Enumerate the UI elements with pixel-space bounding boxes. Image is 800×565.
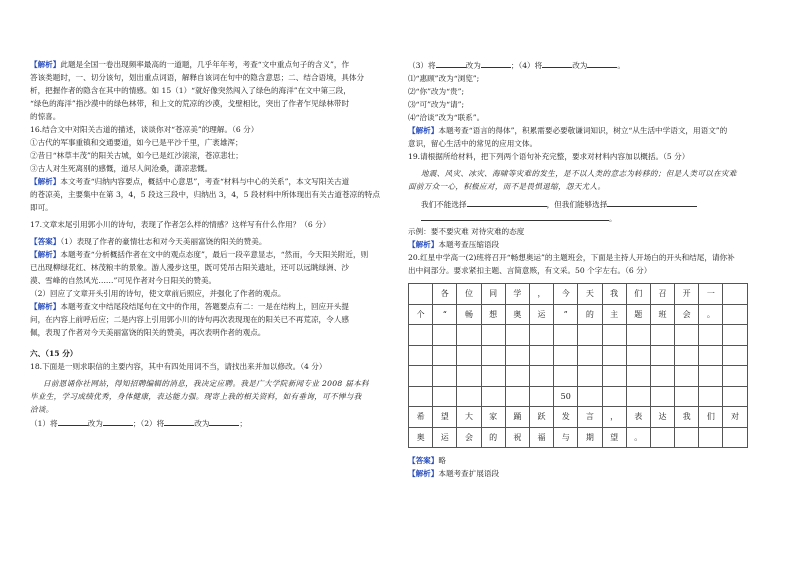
grid-row (409, 407, 748, 428)
grid-cell: 表 (626, 407, 650, 428)
grid-cell[interactable] (723, 325, 747, 346)
grid-cell (409, 284, 433, 305)
grid-row (409, 386, 748, 407)
grid-cell: 会 (675, 304, 699, 325)
q16-item: ①古代的军事重镇和交通要道，如今已是平沙千里，广袤雄浑； (30, 138, 243, 147)
grid-cell: 与 (554, 427, 578, 448)
grid-cell[interactable] (602, 325, 626, 346)
q19-example: 示例：要不要灾难 对待灾难的态度 (408, 227, 525, 236)
answer-label: 【答案】 (408, 456, 439, 465)
grid-cell[interactable] (529, 366, 553, 387)
answer-blank[interactable] (164, 416, 194, 426)
grid-cell[interactable] (578, 386, 602, 407)
q19-sentence: 我们不能选择 ，但我们能够选择 (408, 197, 770, 211)
grid-cell: 学 (505, 284, 529, 305)
grid-cell[interactable] (650, 366, 674, 387)
grid-cell (723, 427, 747, 448)
q17-point-2: （2）回应了文章开头引用的诗句，使文章前后照应，并强化了作者的观点。 (30, 289, 286, 298)
grid-cell: 大 (457, 407, 481, 428)
q17-answer: 【答案】（1）表现了作者的豪情壮志和对今天美丽富饶的阳关的赞美。 (30, 237, 267, 246)
grid-cell[interactable] (626, 386, 650, 407)
answer-blank[interactable] (103, 416, 133, 426)
answer-label: 【答案】 (30, 237, 61, 246)
grid-cell[interactable] (529, 345, 553, 366)
grid-cell[interactable] (554, 366, 578, 387)
q16-explanation: 【解析】本文考查“归纳内容要点，概括中心意思”，考查“材料与中心的关系”，本文写阳关古道 的苍凉美，主要集中在第 3，4，5 段这三段中，归纳出 3，4，5 段材料中所体现出有关古道苍凉的特点 即可。 (30, 177, 380, 212)
answer-line[interactable] (467, 197, 547, 207)
grid-cell: 运 (433, 427, 457, 448)
grid-cell: 个 (409, 304, 433, 325)
grid-cell: 畅 (457, 304, 481, 325)
q18-passage: 日前恩诵你社网站，得知招聘编辑的消息，我决定应聘。我是广大学院新闻专业 2008 届本科 毕业生，学习成绩优秀，身体健康，表达能力强。现寄上我的相关资料，如有垂询，可不惮与我 洽谈。 (30, 379, 369, 414)
grid-cell: 。 (626, 427, 650, 448)
grid-cell: 主 (602, 304, 626, 325)
grid-row (409, 345, 748, 366)
fix-item: ⑷“洽谈”改为“联系”。 (408, 113, 485, 122)
grid-cell: 家 (481, 407, 505, 428)
fix-item: ⑵“你”改为“贵”; (408, 87, 465, 96)
grid-cell: 达 (650, 407, 674, 428)
grid-cell[interactable] (699, 366, 723, 387)
answer-line[interactable] (421, 211, 609, 221)
grid-cell[interactable] (433, 366, 457, 387)
explain-label: 【解析】 (30, 250, 61, 259)
grid-cell: “ (433, 304, 457, 325)
answer-blank[interactable] (209, 416, 239, 426)
grid-cell[interactable] (675, 386, 699, 407)
grid-cell[interactable] (602, 345, 626, 366)
grid-cell: 的 (578, 304, 602, 325)
grid-cell[interactable] (457, 366, 481, 387)
grid-cell[interactable] (457, 386, 481, 407)
grid-cell: 位 (457, 284, 481, 305)
grid-row (409, 284, 748, 305)
grid-cell: 期 (578, 427, 602, 448)
grid-cell[interactable] (602, 366, 626, 387)
q18-fill-blanks-3-4: （3）将 改为 ；（4）将 改为 。 (408, 58, 770, 72)
explain-label: 【解析】 (408, 126, 439, 135)
grid-cell[interactable] (409, 325, 433, 346)
answer-blank[interactable] (58, 416, 88, 426)
grid-cell: 奥 (409, 427, 433, 448)
q20-answer: 【答案】略 (408, 456, 446, 465)
grid-cell: 同 (481, 284, 505, 305)
grid-cell[interactable] (675, 366, 699, 387)
writing-grid (408, 283, 748, 448)
grid-row (409, 366, 748, 387)
grid-cell[interactable] (505, 345, 529, 366)
grid-cell: 各 (433, 284, 457, 305)
grid-cell (699, 427, 723, 448)
grid-cell[interactable] (409, 345, 433, 366)
grid-cell[interactable] (578, 345, 602, 366)
grid-cell[interactable] (699, 345, 723, 366)
grid-row (409, 304, 748, 325)
grid-cell: 班 (650, 304, 674, 325)
grid-cell: ， (529, 284, 553, 305)
section-6-heading: 六、（15 分） (30, 349, 78, 358)
grid-cell[interactable] (650, 325, 674, 346)
grid-cell: 运 (529, 304, 553, 325)
grid-cell: 福 (529, 427, 553, 448)
grid-cell: 开 (675, 284, 699, 305)
grid-cell: 们 (626, 284, 650, 305)
grid-cell: 对 (723, 407, 747, 428)
grid-cell: 发 (554, 407, 578, 428)
grid-cell[interactable] (481, 366, 505, 387)
explain-label: 【解析】 (30, 302, 61, 311)
answer-line[interactable] (607, 197, 697, 207)
grid-cell: 跃 (529, 407, 553, 428)
grid-cell: 今 (554, 284, 578, 305)
answer-blank[interactable] (587, 58, 617, 68)
grid-cell[interactable] (602, 386, 626, 407)
grid-cell: 会 (457, 427, 481, 448)
grid-cell[interactable] (409, 386, 433, 407)
grid-cell[interactable] (650, 386, 674, 407)
grid-cell[interactable] (723, 366, 747, 387)
grid-cell[interactable] (723, 386, 747, 407)
grid-cell: 的 (481, 427, 505, 448)
explain-label: 【解析】 (408, 469, 439, 478)
grid-cell[interactable] (481, 345, 505, 366)
grid-row (409, 325, 748, 346)
explain-label: 【解析】 (30, 177, 61, 186)
grid-cell[interactable] (675, 345, 699, 366)
grid-cell[interactable] (457, 345, 481, 366)
grid-cell[interactable] (481, 325, 505, 346)
grid-cell[interactable] (626, 325, 650, 346)
grid-cell[interactable] (650, 345, 674, 366)
grid-cell (650, 427, 674, 448)
grid-cell (675, 427, 699, 448)
grid-cell: 希 (409, 407, 433, 428)
grid-cell: 召 (650, 284, 674, 305)
grid-cell: 天 (578, 284, 602, 305)
grid-cell[interactable] (675, 325, 699, 346)
explain-label: 【解析】 (408, 240, 439, 249)
q18-fill-blanks-1-2: （1）将 改为 ；（2）将 改为 ； (30, 416, 388, 430)
grid-cell[interactable] (554, 345, 578, 366)
q16-stem: 16.结合文中对阳关古道的描述，谈谈你对“苍凉美”的理解。（6 分） (30, 125, 259, 134)
grid-cell: 一 (699, 284, 723, 305)
grid-cell: ” (554, 304, 578, 325)
grid-cell: 望 (433, 407, 457, 428)
answer-blank[interactable] (542, 58, 572, 68)
grid-cell[interactable] (505, 325, 529, 346)
q17-stem: 17.文章末尾引用郭小川的诗句，表现了作者怎么样的情感？这样写有什么作用？（6 分） (30, 220, 331, 229)
word-count-mark: 50 (554, 386, 578, 407)
grid-cell: 我 (602, 284, 626, 305)
grid-cell: 题 (626, 304, 650, 325)
q16-item: ③古人对生死离别的感慨，道尽人间沧桑，潇凉悲慨。 (30, 164, 213, 173)
grid-cell[interactable] (409, 366, 433, 387)
grid-cell[interactable] (529, 386, 553, 407)
q19-explanation: 【解析】本题考查压缩语段 (408, 240, 500, 249)
grid-cell[interactable] (578, 366, 602, 387)
q17-explanation-2: 【解析】本题考查文中结尾段结尾句在文中的作用，答题要点有二：一是在结构上，回应开头提 问，在内容上前呼后应；二是内容上引用郭小川的诗句再次表现现在的阳关已不再荒凉，令人感 佩，表现了作者对今天美丽富饶的阳关的赞美，再次表明作者的观点。 (30, 302, 349, 337)
grid-cell: 。 (699, 304, 723, 325)
grid-cell: 们 (699, 407, 723, 428)
q19-sentence-cont: 。 (408, 211, 770, 225)
grid-cell[interactable] (626, 366, 650, 387)
grid-row (409, 427, 748, 448)
q15-explanation: 【解析】此题是全国一卷出现频率最高的一道题，几乎年年考，考查“文中重点句子的含义”，作 答该类题时，一、切分该句，划出重点词语，解释自该词在句中的隐含意思；二、结合语境，具体分 析，把握作者的隐含在其中的情感。如 15（1）“就好像突然闯入了绿色的海洋”在文中第三段， “绿色的海洋”指沙漠中的绿色林带，和上文的荒凉的沙漠，戈壁相比，突出了作者乍见绿林带时 的惊喜。 (30, 60, 365, 121)
grid-cell[interactable] (626, 345, 650, 366)
grid-cell[interactable] (481, 386, 505, 407)
q19-material: 地震、风灾、冰灾、海啸等灾难的发生，是不以人类的意志为转移的；但是人类可以在灾难 面前万众一心，积极应对，而不是畏惧退缩，怨天尤人。 (408, 169, 737, 191)
grid-cell[interactable] (433, 325, 457, 346)
grid-cell[interactable] (554, 325, 578, 346)
grid-cell[interactable] (578, 325, 602, 346)
q18-stem: 18.下面是一则求职信的主要内容，其中有四处用词不当，请找出来并加以修改。（4 分） (30, 362, 327, 371)
grid-cell: 想 (481, 304, 505, 325)
grid-cell: 踊 (505, 407, 529, 428)
grid-cell: 望 (602, 427, 626, 448)
fix-item: ⑴“惠顾”改为“浏览”; (408, 74, 480, 83)
left-column (30, 58, 388, 430)
grid-cell: 我 (675, 407, 699, 428)
grid-cell[interactable] (723, 345, 747, 366)
right-column (408, 58, 770, 480)
grid-cell: 祝 (505, 427, 529, 448)
grid-cell[interactable] (505, 386, 529, 407)
grid-cell[interactable] (529, 325, 553, 346)
answer-blank[interactable] (481, 58, 511, 68)
q20-stem: 20.红星中学高一(2)班将召开“畅想奥运”的主题班会，下面是主持人开场白的开头和结尾，请你补 出中间部分。要求紧扣主题、言简意赅，有文采。50 个字左右。（6 分） (408, 253, 735, 275)
q16-item: ②昔日“林草丰茂”的阳关古城，如今已是红沙滚滚，苍凉悲壮； (30, 151, 243, 160)
grid-cell[interactable] (505, 366, 529, 387)
grid-cell[interactable] (433, 386, 457, 407)
q18-explanation: 【解析】本题考查“语言的得体”，积累需要必要敬谦词知识，树立“从生活中学语文，用语文”的 意识，留心生活中的常见的应用文体。 (408, 126, 728, 148)
explain-label: 【解析】 (30, 60, 61, 69)
grid-cell: 奥 (505, 304, 529, 325)
grid-cell[interactable] (699, 325, 723, 346)
grid-cell: 言 (578, 407, 602, 428)
answer-blank[interactable] (436, 58, 466, 68)
grid-cell[interactable] (433, 345, 457, 366)
q19-stem: 19.请根据所给材料，把下列两个语句补充完整，要求对材料内容加以概括。（5 分） (408, 152, 690, 161)
grid-cell[interactable] (723, 304, 747, 325)
grid-cell: ， (602, 407, 626, 428)
fix-item: ⑶“可”改为“请”; (408, 100, 465, 109)
q20-explanation: 【解析】本题考查扩展语段 (408, 469, 500, 478)
grid-cell[interactable] (723, 284, 747, 305)
grid-cell[interactable] (699, 386, 723, 407)
grid-cell[interactable] (457, 325, 481, 346)
q17-explanation: 【解析】本题考查“分析概括作者在文中的观点态度”，最后一段辛意显志，“然而，今天阳关附近，则 已出现柳绿花红、林茂粮丰的景象。游人漫步这里，既可凭吊古阳关遗址，还可以远眺绿洲、沙 漠、雪峰的自然风光……”可见作者对今日阳关的赞美。 (30, 250, 369, 285)
